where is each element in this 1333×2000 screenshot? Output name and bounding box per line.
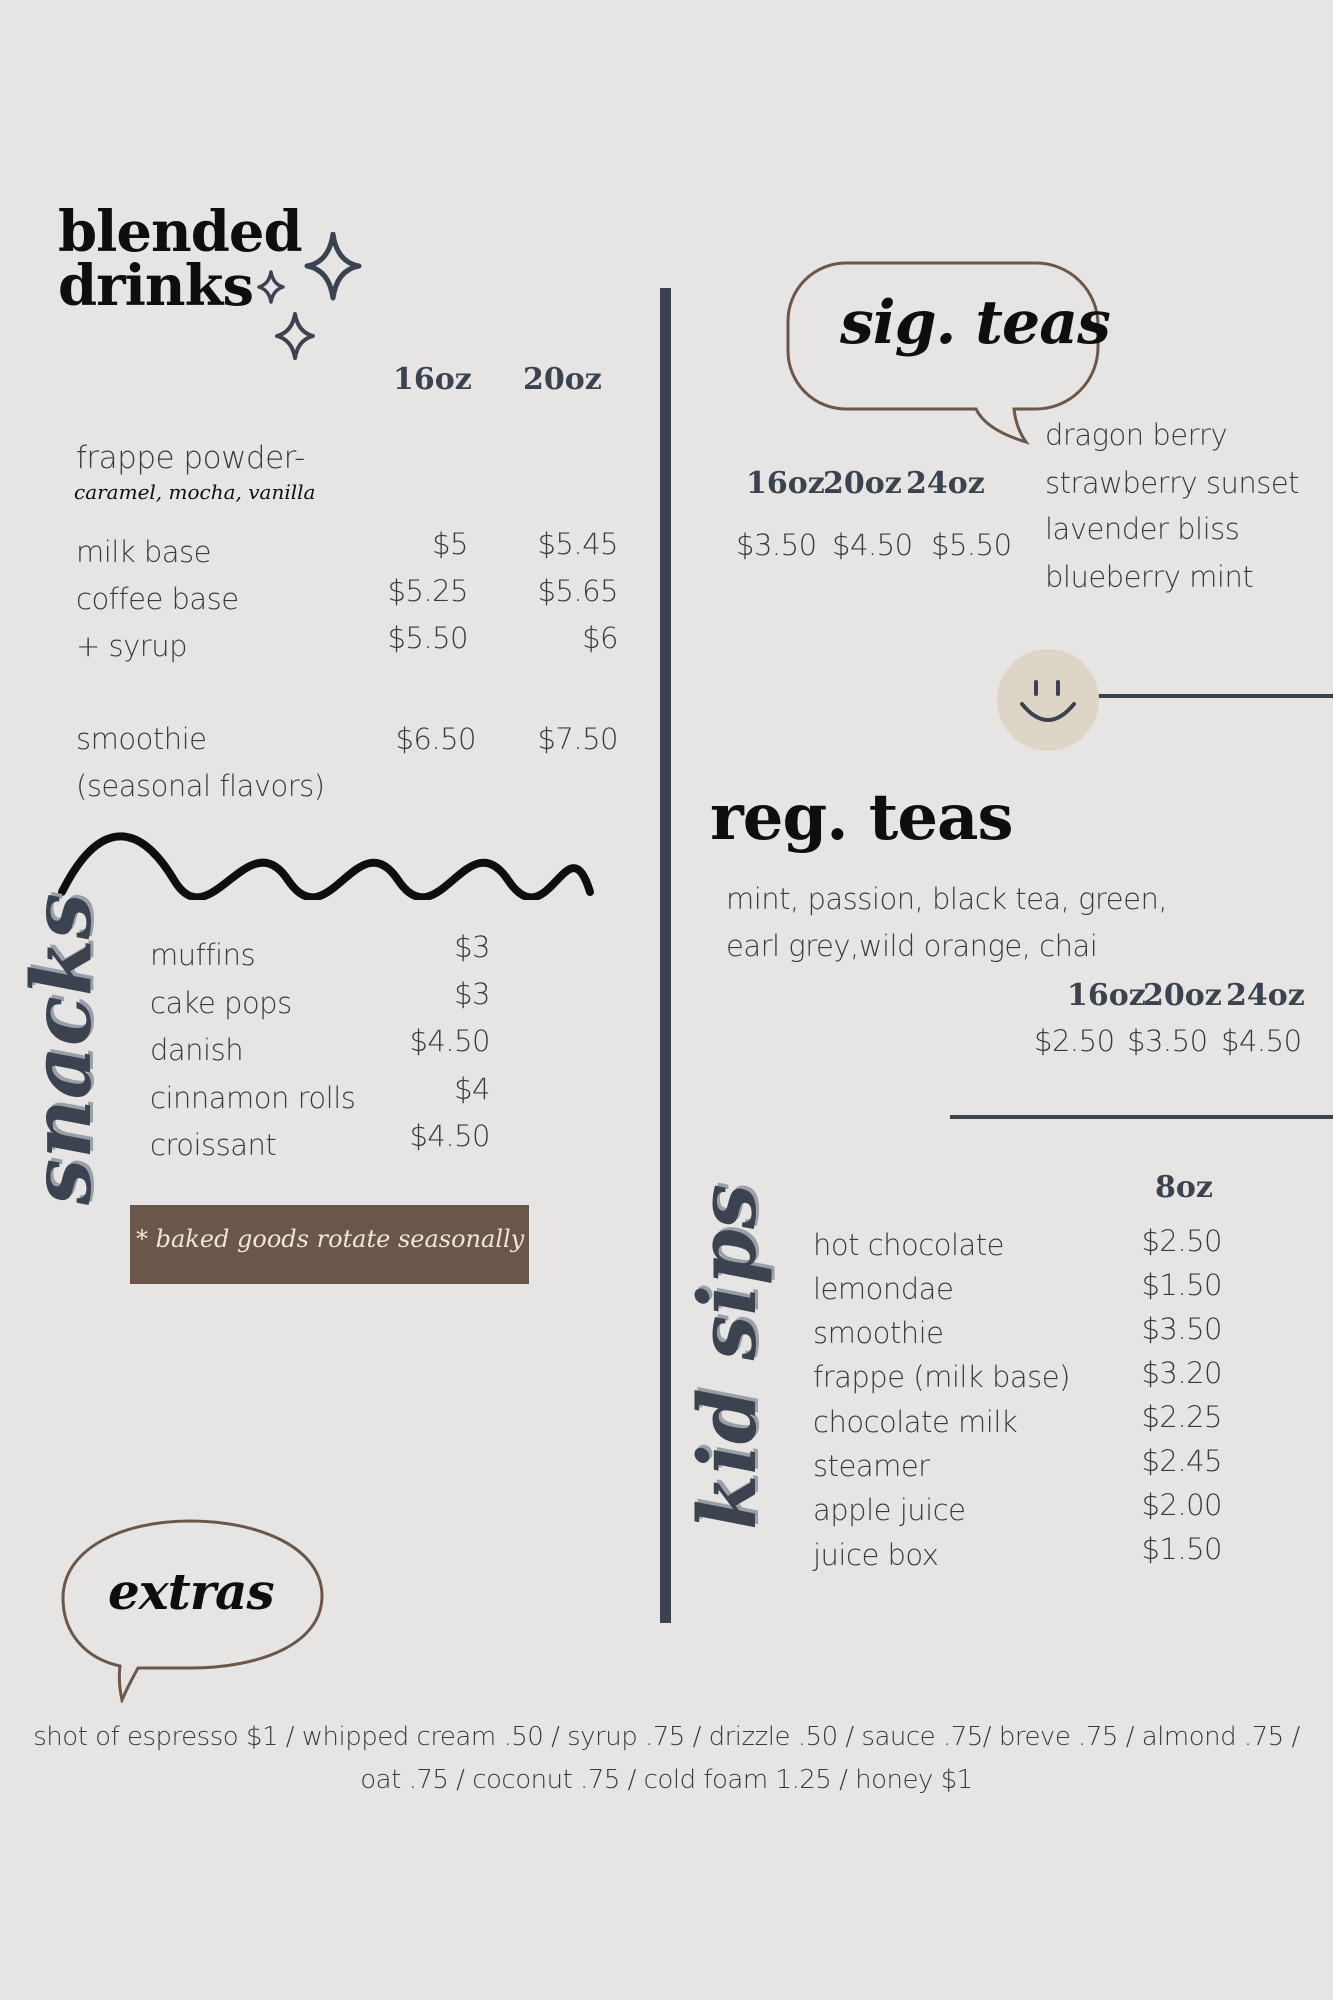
kid-sip-price: $2.25 xyxy=(1141,1400,1222,1434)
extras-line2: oat .75 / coconut .75 / cold foam 1.25 / honey $1 xyxy=(360,1765,973,1795)
snack-name: danish xyxy=(150,1033,244,1067)
kid-sip-name: frappe (milk base) xyxy=(813,1360,1070,1394)
snack-price: $4.50 xyxy=(409,1024,490,1058)
sig-teas-size: 24oz xyxy=(906,466,985,501)
kid-sip-name: steamer xyxy=(813,1449,930,1483)
blended-item-name: milk base xyxy=(76,535,212,569)
sig-teas-size: 20oz xyxy=(823,466,902,501)
reg-teas-flavors-line2: earl grey,wild orange, chai xyxy=(726,929,1098,963)
snack-name: cinnamon rolls xyxy=(150,1081,356,1115)
smoothie-label: smoothie xyxy=(76,722,207,756)
reg-teas-size: 16oz xyxy=(1067,978,1146,1013)
baked-goods-note: * baked goods rotate seasonally xyxy=(136,1225,525,1253)
snack-name: croissant xyxy=(150,1128,277,1162)
snack-price: $3 xyxy=(454,977,490,1011)
vertical-divider xyxy=(660,288,671,1623)
smoothie-price-16: $6.50 xyxy=(395,722,476,756)
reg-teas-title: reg. teas xyxy=(710,780,1013,855)
blended-item-price-16: $5 xyxy=(432,527,468,561)
kid-sip-name: lemondae xyxy=(813,1272,954,1306)
reg-teas-size: 24oz xyxy=(1226,978,1305,1013)
blended-item-price-20: $5.45 xyxy=(537,527,618,561)
wave-divider-icon xyxy=(58,830,598,900)
kid-sip-name: hot chocolate xyxy=(813,1228,1005,1262)
sig-tea-flavor: dragon berry xyxy=(1045,418,1228,452)
extras-line1: shot of espresso $1 / whipped cream .50 / syrup .75 / drizzle .50 / sauce .75/ breve .75 / almond .75 / xyxy=(33,1722,1300,1752)
reg-teas-price: $3.50 xyxy=(1127,1024,1208,1058)
sig-teas-price: $3.50 xyxy=(736,528,817,562)
baked-goods-note-box xyxy=(130,1205,529,1284)
reg-teas-divider-line xyxy=(950,1115,1333,1119)
sig-teas-price: $5.50 xyxy=(931,528,1012,562)
smiley-divider-line xyxy=(1098,694,1333,698)
snack-price: $3 xyxy=(454,930,490,964)
kid-sip-price: $1.50 xyxy=(1141,1268,1222,1302)
smiley-icon xyxy=(996,648,1100,752)
blended-size-20: 20oz xyxy=(523,362,602,397)
kid-sip-price: $2.45 xyxy=(1141,1444,1222,1478)
kid-sip-price: $3.20 xyxy=(1141,1356,1222,1390)
kid-sips-size: 8oz xyxy=(1155,1170,1213,1205)
kid-sip-price: $2.00 xyxy=(1141,1488,1222,1522)
blended-item-name: coffee base xyxy=(76,582,239,616)
kid-sip-name: chocolate milk xyxy=(813,1405,1018,1439)
sig-tea-flavor: strawberry sunset xyxy=(1045,466,1300,500)
reg-teas-size: 20oz xyxy=(1143,978,1222,1013)
blended-title-line2: drinks xyxy=(58,253,253,319)
snack-price: $4.50 xyxy=(409,1119,490,1153)
sig-teas-price: $4.50 xyxy=(832,528,913,562)
snack-price: $4 xyxy=(454,1072,490,1106)
snacks-title: snacks xyxy=(14,893,110,1205)
kid-sip-price: $2.50 xyxy=(1141,1224,1222,1258)
reg-teas-price: $2.50 xyxy=(1034,1024,1115,1058)
blended-item-price-16: $5.50 xyxy=(387,621,468,655)
sig-teas-size: 16oz xyxy=(746,466,825,501)
blended-item-price-16: $5.25 xyxy=(387,574,468,608)
kid-sip-name: smoothie xyxy=(813,1316,944,1350)
snack-name: cake pops xyxy=(150,986,292,1020)
blended-item-price-20: $5.65 xyxy=(537,574,618,608)
extras-title: extras xyxy=(108,1562,274,1621)
kid-sip-name: apple juice xyxy=(813,1493,966,1527)
smoothie-note: (seasonal flavors) xyxy=(76,769,325,803)
sig-teas-title: sig. teas xyxy=(840,288,1110,358)
sig-tea-flavor: blueberry mint xyxy=(1045,560,1254,594)
kid-sips-title: kid sips xyxy=(680,1183,774,1530)
smoothie-price-20: $7.50 xyxy=(537,722,618,756)
blended-title-line1: blended xyxy=(58,199,302,265)
kid-sip-price: $1.50 xyxy=(1141,1532,1222,1566)
kid-sip-price: $3.50 xyxy=(1141,1312,1222,1346)
sig-tea-flavor: lavender bliss xyxy=(1045,512,1240,546)
sparkle-icon xyxy=(255,232,365,362)
frappe-label: frappe powder- xyxy=(76,440,305,476)
reg-teas-flavors-line1: mint, passion, black tea, green, xyxy=(726,882,1168,916)
blended-size-16: 16oz xyxy=(393,362,472,397)
snack-name: muffins xyxy=(150,938,256,972)
kid-sip-name: juice box xyxy=(813,1538,939,1572)
reg-teas-price: $4.50 xyxy=(1221,1024,1302,1058)
blended-item-name: + syrup xyxy=(76,629,187,663)
blended-item-price-20: $6 xyxy=(582,621,618,655)
frappe-flavors: caramel, mocha, vanilla xyxy=(74,480,316,504)
